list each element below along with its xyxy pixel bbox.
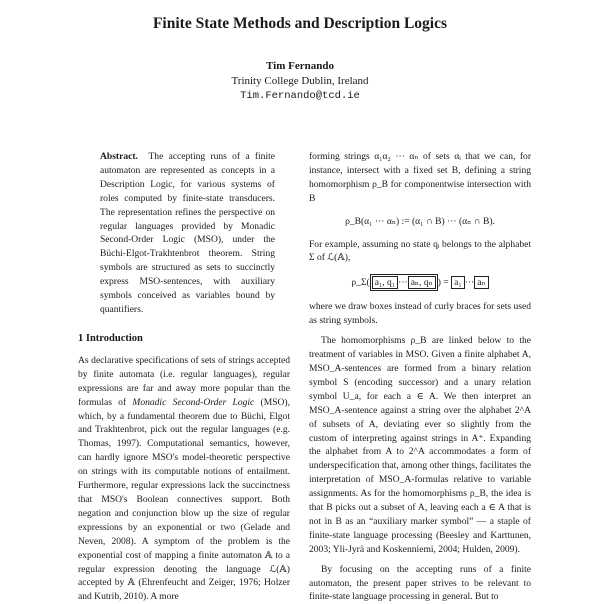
eq2-box-an: aₙ	[474, 276, 488, 289]
section-heading: 1 Introduction	[78, 333, 143, 344]
author-institution: Trinity College Dublin, Ireland	[231, 75, 369, 87]
intro-text-b: (MSO), which, by a fundamental theorem due to Büchi, Elgot and Trakhtenbrot, pick out the regular languages (e.g. Thomas, 1997). Computational semantics, however, can hardly ignore MSO's model-theoretic perspective on strings with its computable notions of entailment. Furthermore, regular expressions lack the succinctness that MSO's Boolean connectives support. Both negation and conjunction blow up the size of regular expressions by an exponential or two (Gelade and Neven, 2008). A symptom of the problem is the exponential cost of mapping a finite automaton 𝔸 to a regular expression denoting the language ℒ(𝔸) accepted by 𝔸 (Ehrenfeucht and Zeiger, 1976; Holzer and Kutrib, 2010). A more	[78, 396, 290, 603]
eq2-box-a1: a₁	[451, 276, 465, 289]
abstract	[100, 150, 275, 317]
equation-1: ρ_B(α₁ ··· αₙ) := (α₁ ∩ B) ··· (αₙ ∩ B).	[345, 215, 495, 227]
abstract-label: Abstract.	[100, 151, 138, 162]
right-paragraph-2: For example, assuming no state qᵢ belongs to the alphabet Σ of ℒ(𝔸),	[309, 238, 531, 264]
eq2-inner-box-1: a₁, q₁	[372, 276, 398, 289]
eq2-dots-2: ···	[464, 277, 475, 289]
equation-2	[309, 274, 531, 291]
author-email: Tim.Fernando@tcd.ie	[240, 90, 360, 102]
right-paragraph-4: The homomorphisms ρ_B are linked below to the treatment of variables in MSO. Given a finite alphabet A, MSO_A-sentences are formed from a binary relation symbol S (encoding successor) and a unary relation symbol U_a, for each a ∈ A. We then interpret an MSO_A-sentence against a string over the alphabet 2^A of subsets of A, deviating ever so slightly from the custom of interpreting against strings in A⁺. Expanding the alphabet from A to 2^A accommodates a form of underspecification that, among other things, facilitates the interpretation of MSO_A-formulas relative to variable assignments. As for the homomorphisms ρ_B, the idea is that B picks out a subset of A, leaving each a ∈ A that is not in B as an “auxiliary marker symbol” — a staple of finite-state language processing (Beesley and Karttunen, 2003; Yli-Jyrä and Koskenniemi, 2004; Hulden, 2009).	[309, 335, 531, 555]
eq2-outer-box	[370, 274, 438, 291]
paper-title: Finite State Methods and Description Logics	[152, 15, 448, 32]
right-column	[309, 150, 531, 604]
right-paragraph-3: where we draw boxes instead of curly braces for sets used as string symbols.	[309, 301, 531, 327]
intro-emphasis: Monadic Second-Order Logic	[132, 396, 255, 408]
eq2-inner-box-2: aₙ, qₙ	[408, 276, 436, 289]
eq2-lhs: ρ_Σ(	[351, 277, 370, 289]
intro-paragraph	[78, 354, 290, 604]
author-name: Tim Fernando	[266, 60, 334, 72]
eq2-mid: ) =	[437, 277, 449, 289]
right-paragraph-1: forming strings α₁α₂ ··· αₙ of sets αᵢ that we can, for instance, intersect with a fixed set B, defining a string homomorphism ρ_B for componentwise intersection with B	[309, 151, 531, 204]
eq2-dots-1: ···	[398, 277, 408, 289]
intro-text-a: As declarative specifications of sets of strings accepted by finite automata (i.e. regular languages), regular expressions are far and away more popular than the formulas of	[78, 354, 290, 408]
left-column	[78, 318, 290, 604]
right-paragraph-5: By focusing on the accepting runs of a finite automaton, the present paper strives to be relevant to finite-state language processing in general. But to	[309, 563, 531, 603]
abstract-text: The accepting runs of a finite automaton are represented as concepts in a Description Logic, for various systems of roles computed by finite-state transducers. The representation refines the perspective on regular languages provided by Monadic Second-Order Logic (MSO), under the Büchi-Elgot-Trakhtenbrot theorem. String symbols are structured as sets to succinctly express MSO-sentences, with auxiliary symbols conceived as variables bound by quantifiers.	[100, 151, 275, 315]
